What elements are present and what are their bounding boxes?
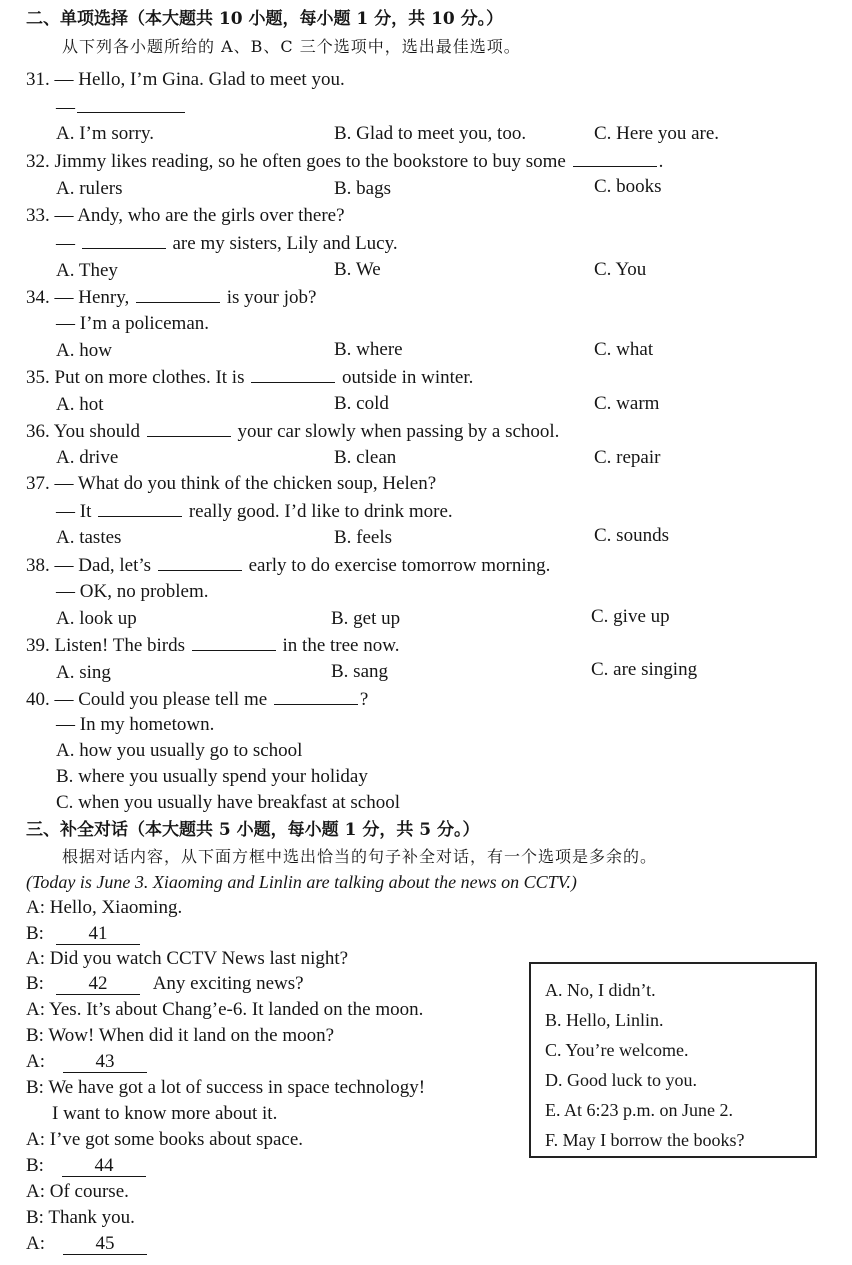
box-option-f[interactable]: F. May I borrow the books? <box>545 1130 745 1150</box>
question-35-stem <box>26 365 473 390</box>
speaker-label: A: <box>26 1181 45 1202</box>
question-31-reply <box>56 95 187 120</box>
question-40-reply: — In my hometown. <box>56 714 215 735</box>
question-36-option-b[interactable]: B. clean <box>334 447 397 468</box>
box-option-d[interactable]: D. Good luck to you. <box>545 1070 697 1090</box>
question-31-stem: 31. — Hello, I’m Gina. Glad to meet you. <box>26 69 345 90</box>
speaker-label: A: <box>26 1051 45 1072</box>
question-34-text-end: is your job? <box>226 287 317 308</box>
question-37-text-end: really good. I’d like to drink more. <box>188 501 453 522</box>
question-39-option-a[interactable]: A. sing <box>56 662 111 683</box>
dialogue-text: Hello, Xiaoming. <box>49 897 183 918</box>
question-36-option-c[interactable]: C. repair <box>594 447 661 468</box>
speaker-label: A: <box>26 1233 45 1254</box>
question-37-option-a[interactable]: A. tastes <box>56 527 122 548</box>
question-35-option-a[interactable]: A. hot <box>56 394 104 415</box>
question-35-text: 35. Put on more clothes. It is <box>26 367 245 388</box>
options-box <box>529 962 817 1158</box>
answer-blank[interactable] <box>192 633 276 651</box>
question-34-text: 34. — Henry, <box>26 287 130 308</box>
speaker-label: A: <box>26 999 45 1020</box>
dialogue-line <box>26 922 140 946</box>
question-34-reply: — I’m a policeman. <box>56 313 210 334</box>
speaker-label: B: <box>26 1207 44 1228</box>
answer-blank[interactable] <box>77 95 185 113</box>
dialogue-line <box>26 1128 303 1152</box>
question-40-text-end: ? <box>359 689 369 710</box>
question-38-option-c[interactable]: C. give up <box>591 606 670 627</box>
section-3-title: 三、补全对话（本大题共 5 小题，每小题 1 分，共 5 分。） <box>26 820 480 840</box>
box-option-e[interactable]: E. At 6:23 p.m. on June 2. <box>545 1100 733 1120</box>
box-option-c[interactable]: C. You’re welcome. <box>545 1040 689 1060</box>
question-31-dash: — <box>56 97 75 118</box>
dialogue-text: We have got a lot of success in space technology! <box>48 1077 426 1098</box>
question-34-option-c[interactable]: C. what <box>594 339 654 360</box>
section-3-instruction: 根据对话内容，从下面方框中选出恰当的句子补全对话，有一个选项是多余的。 <box>62 847 658 866</box>
question-38-stem <box>26 553 550 578</box>
dialogue-line <box>26 1180 129 1204</box>
answer-blank[interactable] <box>573 149 657 167</box>
question-36-text-end: your car slowly when passing by a school. <box>237 421 560 442</box>
dialogue-line <box>26 972 304 996</box>
question-37-stem: 37. — What do you think of the chicken soup, Helen? <box>26 473 437 494</box>
question-40-option-b[interactable]: B. where you usually spend your holiday <box>56 766 368 787</box>
speaker-label: A: <box>26 1129 45 1150</box>
speaker-label: A: <box>26 897 45 918</box>
question-33-stem: 33. — Andy, who are the girls over there? <box>26 205 345 226</box>
answer-blank[interactable] <box>147 419 231 437</box>
question-38-option-a[interactable]: A. look up <box>56 608 137 629</box>
speaker-label: B: <box>26 1155 44 1176</box>
question-40-text: 40. — Could you please tell me <box>26 689 268 710</box>
answer-blank[interactable] <box>251 365 335 383</box>
question-37-dash: — It <box>56 501 92 522</box>
question-38-reply: — OK, no problem. <box>56 581 209 602</box>
box-option-b[interactable]: B. Hello, Linlin. <box>545 1010 664 1030</box>
dialogue-text: I’ve got some books about space. <box>49 1129 304 1150</box>
question-36-text: 36. You should <box>26 421 141 442</box>
question-37-option-c[interactable]: C. sounds <box>594 525 669 546</box>
question-33-option-c[interactable]: C. You <box>594 259 647 280</box>
answer-blank-41[interactable]: 41 <box>56 924 140 945</box>
dialogue-text: Wow! When did it land on the moon? <box>48 1025 335 1046</box>
question-32-option-a[interactable]: A. rulers <box>56 178 123 199</box>
question-38-text: 38. — Dad, let’s <box>26 555 152 576</box>
question-32-option-b[interactable]: B. bags <box>334 178 391 199</box>
section-2-title: 二、单项选择（本大题共 10 小题，每小题 1 分，共 10 分。） <box>26 9 504 29</box>
section-2-instruction: 从下列各小题所给的 A、B、C 三个选项中，选出最佳选项。 <box>62 37 521 56</box>
question-32-text: 32. Jimmy likes reading, so he often goes to the bookstore to buy some <box>26 151 566 172</box>
question-38-option-b[interactable]: B. get up <box>331 608 401 629</box>
dialogue-line <box>26 896 182 920</box>
dialogue-text: Did you watch CCTV News last night? <box>49 948 349 969</box>
dialogue-context: (Today is June 3. Xiaoming and Linlin are talking about the news on CCTV.) <box>26 872 577 892</box>
dialogue-line <box>52 1102 277 1126</box>
dialogue-text: Thank you. <box>48 1207 135 1228</box>
question-33-option-a[interactable]: A. They <box>56 260 118 281</box>
question-35-text-end: outside in winter. <box>341 367 474 388</box>
answer-blank[interactable] <box>158 553 242 571</box>
box-option-a[interactable]: A. No, I didn’t. <box>545 980 656 1000</box>
question-33-reply <box>56 231 398 256</box>
speaker-label: B: <box>26 973 44 994</box>
dialogue-line <box>26 1076 425 1100</box>
dialogue-line <box>26 947 348 971</box>
dialogue-text: Yes. It’s about Chang’e-6. It landed on the moon. <box>49 999 424 1020</box>
question-31-option-a[interactable]: A. I’m sorry. <box>56 123 154 144</box>
question-31-option-b[interactable]: B. Glad to meet you, too. <box>334 123 527 144</box>
question-34-option-a[interactable]: A. how <box>56 340 112 361</box>
question-40-stem <box>26 687 368 712</box>
question-32-text-end: . <box>658 151 664 172</box>
dialogue-text: I want to know more about it. <box>52 1103 278 1124</box>
question-36-stem <box>26 419 559 444</box>
question-39-option-c[interactable]: C. are singing <box>591 659 698 680</box>
question-33-option-b[interactable]: B. We <box>334 259 381 280</box>
speaker-label: B: <box>26 1025 44 1046</box>
question-37-reply <box>56 499 453 524</box>
question-34-option-b[interactable]: B. where <box>334 339 403 360</box>
question-35-option-c[interactable]: C. warm <box>594 393 660 414</box>
dialogue-line <box>26 1050 147 1074</box>
answer-blank-44[interactable]: 44 <box>62 1156 146 1177</box>
speaker-label: B: <box>26 923 44 944</box>
question-35-option-b[interactable]: B. cold <box>334 393 389 414</box>
question-39-text-end: in the tree now. <box>282 635 400 656</box>
dialogue-text: Any exciting news? <box>152 973 304 994</box>
question-33-dash: — <box>56 233 75 254</box>
question-32-stem <box>26 149 663 174</box>
dialogue-line <box>26 1206 135 1230</box>
question-40-option-a[interactable]: A. how you usually go to school <box>56 740 303 761</box>
answer-blank[interactable] <box>82 231 166 249</box>
speaker-label: A: <box>26 948 45 969</box>
answer-blank-45[interactable]: 45 <box>63 1234 147 1255</box>
question-32-option-c[interactable]: C. books <box>594 176 662 197</box>
answer-blank[interactable] <box>274 687 358 705</box>
question-33-text-end: are my sisters, Lily and Lucy. <box>172 233 398 254</box>
question-39-stem <box>26 633 399 658</box>
answer-blank[interactable] <box>136 285 220 303</box>
question-39-option-b[interactable]: B. sang <box>331 661 388 682</box>
dialogue-line <box>26 998 423 1022</box>
question-37-option-b[interactable]: B. feels <box>334 527 393 548</box>
answer-blank-42[interactable]: 42 <box>56 974 140 995</box>
question-38-text-end: early to do exercise tomorrow morning. <box>248 555 551 576</box>
question-36-option-a[interactable]: A. drive <box>56 447 119 468</box>
answer-blank[interactable] <box>98 499 182 517</box>
question-40-option-c[interactable]: C. when you usually have breakfast at school <box>56 792 401 813</box>
dialogue-line <box>26 1024 334 1048</box>
answer-blank-43[interactable]: 43 <box>63 1052 147 1073</box>
question-39-text: 39. Listen! The birds <box>26 635 186 656</box>
question-34-stem <box>26 285 316 310</box>
speaker-label: B: <box>26 1077 44 1098</box>
dialogue-line <box>26 1232 147 1256</box>
question-31-option-c[interactable]: C. Here you are. <box>594 123 720 144</box>
dialogue-line <box>26 1154 146 1178</box>
dialogue-text: Of course. <box>49 1181 129 1202</box>
